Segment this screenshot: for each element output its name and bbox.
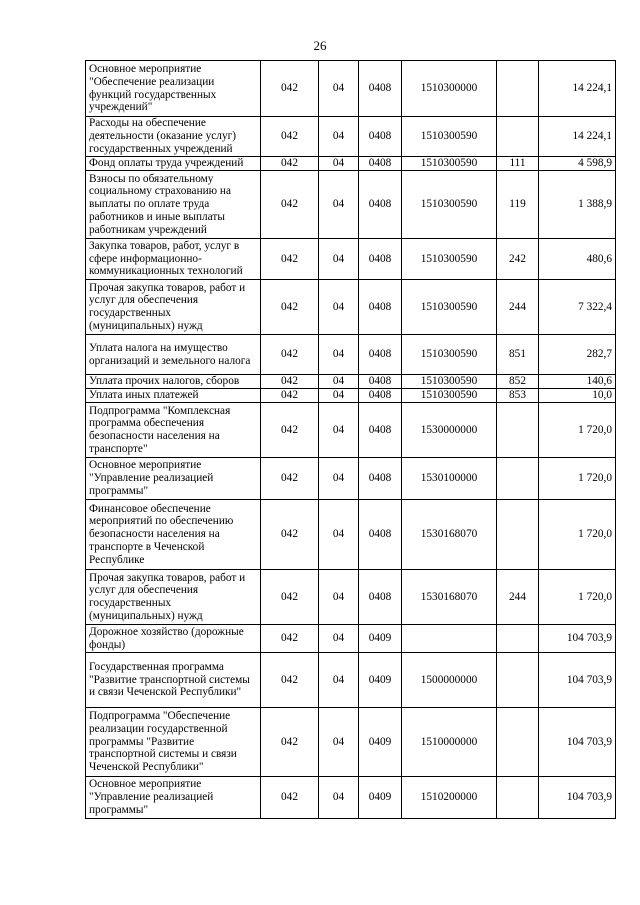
grbs-code: 042 — [261, 500, 319, 570]
row-name: Основное мероприятие "Управление реализацией программы" — [86, 777, 261, 819]
row-name: Подпрограмма "Комплексная программа обеспечения безопасности населения на транспорте" — [86, 403, 261, 458]
target-article-code: 1530168070 — [402, 570, 497, 625]
amount: 104 703,9 — [539, 708, 616, 777]
target-article-code: 1530100000 — [402, 458, 497, 500]
section-code: 04 — [319, 61, 359, 117]
table-row — [86, 708, 616, 777]
amount: 480,6 — [539, 239, 616, 280]
row-name: Основное мероприятие "Обеспечение реализации функций государственных учреждений" — [86, 61, 261, 117]
row-name: Прочая закупка товаров, работ и услуг для обеспечения государственных (муниципальных) нужд — [86, 280, 261, 335]
page-number: 26 — [313, 38, 327, 53]
subsection-code: 0408 — [359, 458, 402, 500]
subsection-code: 0409 — [359, 625, 402, 653]
table-row — [86, 500, 616, 570]
amount: 10,0 — [539, 389, 616, 403]
table-row — [86, 61, 616, 117]
grbs-code: 042 — [261, 117, 319, 157]
subsection-code: 0408 — [359, 239, 402, 280]
section-code: 04 — [319, 335, 359, 375]
grbs-code: 042 — [261, 389, 319, 403]
grbs-code: 042 — [261, 375, 319, 389]
amount: 1 720,0 — [539, 403, 616, 458]
grbs-code: 042 — [261, 280, 319, 335]
target-article-code: 1510000000 — [402, 708, 497, 777]
table-row — [86, 570, 616, 625]
subsection-code: 0409 — [359, 708, 402, 777]
section-code: 04 — [319, 117, 359, 157]
row-name: Уплата иных платежей — [86, 389, 261, 403]
grbs-code: 042 — [261, 458, 319, 500]
table-row — [86, 171, 616, 239]
subsection-code: 0408 — [359, 117, 402, 157]
section-code: 04 — [319, 375, 359, 389]
subsection-code: 0408 — [359, 157, 402, 171]
table-row — [86, 117, 616, 157]
row-name: Уплата прочих налогов, сборов — [86, 375, 261, 389]
subsection-code: 0408 — [359, 389, 402, 403]
table-row — [86, 239, 616, 280]
grbs-code: 042 — [261, 625, 319, 653]
subsection-code: 0408 — [359, 335, 402, 375]
target-article-code: 1510300590 — [402, 117, 497, 157]
row-name: Основное мероприятие "Управление реализацией программы" — [86, 458, 261, 500]
budget-table — [85, 60, 616, 819]
subsection-code: 0409 — [359, 777, 402, 819]
expense-type-code — [497, 653, 539, 708]
table-row — [86, 777, 616, 819]
expense-type-code — [497, 458, 539, 500]
section-code: 04 — [319, 653, 359, 708]
target-article-code: 1510300590 — [402, 375, 497, 389]
row-name: Уплата налога на имущество организаций и земельного налога — [86, 335, 261, 375]
amount: 4 598,9 — [539, 157, 616, 171]
row-name: Взносы по обязательному социальному страхованию на выплаты по оплате труда работников и иные выплаты работникам учреждений — [86, 171, 261, 239]
amount: 104 703,9 — [539, 653, 616, 708]
grbs-code: 042 — [261, 403, 319, 458]
target-article-code: 1510300590 — [402, 335, 497, 375]
section-code: 04 — [319, 171, 359, 239]
amount: 104 703,9 — [539, 777, 616, 819]
table-row — [86, 335, 616, 375]
expense-type-code: 119 — [497, 171, 539, 239]
section-code: 04 — [319, 280, 359, 335]
section-code: 04 — [319, 777, 359, 819]
amount: 1 720,0 — [539, 500, 616, 570]
target-article-code: 1510300590 — [402, 157, 497, 171]
target-article-code: 1510300590 — [402, 171, 497, 239]
table-row — [86, 653, 616, 708]
grbs-code: 042 — [261, 157, 319, 171]
subsection-code: 0408 — [359, 171, 402, 239]
section-code: 04 — [319, 458, 359, 500]
expense-type-code: 852 — [497, 375, 539, 389]
table-row — [86, 625, 616, 653]
section-code: 04 — [319, 403, 359, 458]
subsection-code: 0409 — [359, 653, 402, 708]
section-code: 04 — [319, 625, 359, 653]
section-code: 04 — [319, 389, 359, 403]
grbs-code: 042 — [261, 239, 319, 280]
expense-type-code — [497, 708, 539, 777]
grbs-code: 042 — [261, 777, 319, 819]
table-row — [86, 458, 616, 500]
target-article-code: 1510300590 — [402, 389, 497, 403]
target-article-code: 1500000000 — [402, 653, 497, 708]
expense-type-code: 244 — [497, 280, 539, 335]
expense-type-code — [497, 500, 539, 570]
amount: 7 322,4 — [539, 280, 616, 335]
amount: 140,6 — [539, 375, 616, 389]
section-code: 04 — [319, 570, 359, 625]
table-row — [86, 157, 616, 171]
section-code: 04 — [319, 708, 359, 777]
table-row — [86, 280, 616, 335]
target-article-code: 1530168070 — [402, 500, 497, 570]
expense-type-code — [497, 777, 539, 819]
row-name: Закупка товаров, работ, услуг в сфере информационно-коммуникационных технологий — [86, 239, 261, 280]
amount: 1 720,0 — [539, 570, 616, 625]
section-code: 04 — [319, 500, 359, 570]
target-article-code: 1530000000 — [402, 403, 497, 458]
section-code: 04 — [319, 239, 359, 280]
expense-type-code — [497, 117, 539, 157]
target-article-code: 1510200000 — [402, 777, 497, 819]
subsection-code: 0408 — [359, 375, 402, 389]
grbs-code: 042 — [261, 708, 319, 777]
table-row — [86, 403, 616, 458]
amount: 14 224,1 — [539, 117, 616, 157]
subsection-code: 0408 — [359, 403, 402, 458]
grbs-code: 042 — [261, 171, 319, 239]
expense-type-code — [497, 403, 539, 458]
amount: 1 720,0 — [539, 458, 616, 500]
row-name: Подпрограмма "Обеспечение реализации государственной программы "Развитие транспортной системы и связи Чеченской Республики" — [86, 708, 261, 777]
subsection-code: 0408 — [359, 280, 402, 335]
subsection-code: 0408 — [359, 61, 402, 117]
target-article-code — [402, 625, 497, 653]
target-article-code: 1510300590 — [402, 239, 497, 280]
row-name: Финансовое обеспечение мероприятий по обеспечению безопасности населения на транспорте в Чеченской Республике — [86, 500, 261, 570]
amount: 282,7 — [539, 335, 616, 375]
amount: 1 388,9 — [539, 171, 616, 239]
table-row — [86, 389, 616, 403]
section-code: 04 — [319, 157, 359, 171]
table-row — [86, 375, 616, 389]
row-name: Расходы на обеспечение деятельности (оказание услуг) государственных учреждений — [86, 117, 261, 157]
target-article-code: 1510300590 — [402, 280, 497, 335]
row-name: Государственная программа "Развитие транспортной системы и связи Чеченской Республики" — [86, 653, 261, 708]
grbs-code: 042 — [261, 61, 319, 117]
expense-type-code: 853 — [497, 389, 539, 403]
expense-type-code: 851 — [497, 335, 539, 375]
row-name: Дорожное хозяйство (дорожные фонды) — [86, 625, 261, 653]
expense-type-code: 242 — [497, 239, 539, 280]
grbs-code: 042 — [261, 570, 319, 625]
amount: 104 703,9 — [539, 625, 616, 653]
expense-type-code — [497, 61, 539, 117]
grbs-code: 042 — [261, 653, 319, 708]
target-article-code: 1510300000 — [402, 61, 497, 117]
grbs-code: 042 — [261, 335, 319, 375]
expense-type-code — [497, 625, 539, 653]
row-name: Прочая закупка товаров, работ и услуг для обеспечения государственных (муниципальных) нужд — [86, 570, 261, 625]
expense-type-code: 244 — [497, 570, 539, 625]
amount: 14 224,1 — [539, 61, 616, 117]
expense-type-code: 111 — [497, 157, 539, 171]
row-name: Фонд оплаты труда учреждений — [86, 157, 261, 171]
subsection-code: 0408 — [359, 500, 402, 570]
subsection-code: 0408 — [359, 570, 402, 625]
